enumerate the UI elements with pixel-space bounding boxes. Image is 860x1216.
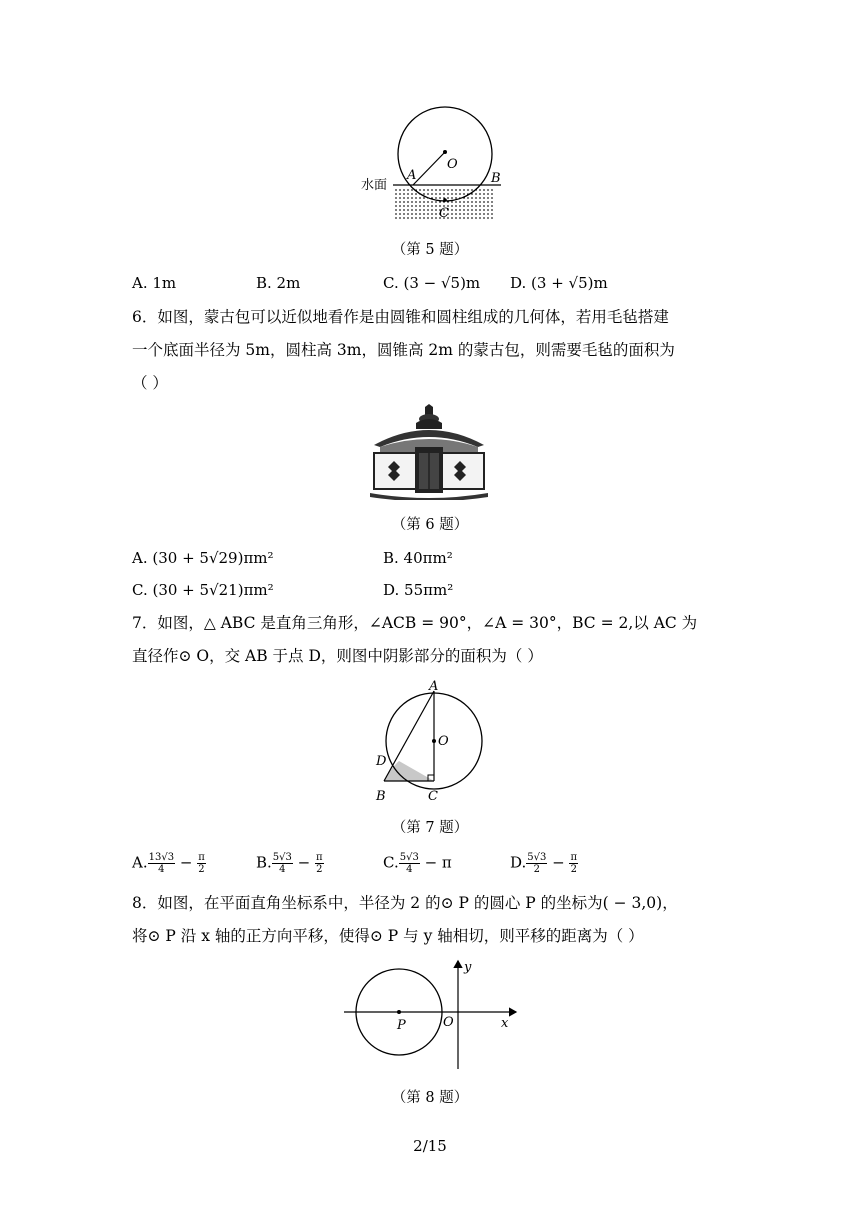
q5-option-d: D. (3 + √5)m [510,274,608,292]
q7-label-A: A [429,679,439,694]
q7-label-D: D [376,754,387,769]
q5-label-A: A [407,168,417,183]
q6-option-d: D. 55πm² [383,581,454,599]
q7-label-B: B [376,789,386,804]
q8-label-x: x [501,1016,509,1031]
q8-figure [340,955,525,1075]
q6-option-c: C. (30 + 5√21)πm² [132,581,274,599]
q8-center-dot [397,1010,401,1014]
q7-label-O: O [438,734,449,749]
q5-figure [355,92,515,234]
q7-option-b: B. $\frac{5√3}{4}$ − $\frac{\pi}{2}$ [256,852,323,875]
q7-option-a: A. $\frac{13√3}{4}$ − $\frac{\pi}{2}$ [132,852,205,875]
q6-caption: （第 6 题） [391,517,469,533]
page-number: 2/15 [413,1137,447,1155]
q5-label-O: O [447,157,458,172]
q7-text-line-1: 7．如图，△ ABC 是直角三角形，∠ACB = 90°，∠A = 30°，BC = 2,以 AC 为 [132,614,698,632]
q6-option-b: B. 40πm² [383,549,453,567]
q5-center-dot [443,150,447,154]
q6-option-a: A. (30 + 5√29)πm² [132,549,274,567]
q6-text-line-2: 一个底面半径为 5m，圆柱高 3m，圆锥高 2m 的蒙古包，则需要毛毡的面积为 [132,341,675,359]
q5-option-b: B. 2m [256,274,301,292]
q7-figure [368,676,498,808]
q8-label-y: y [464,960,472,975]
q6-yurt-figure [366,403,492,500]
q6-text-line-1: 6．如图，蒙古包可以近似地看作是由圆锥和圆柱组成的几何体，若用毛毡搭建 [132,308,669,326]
q5-point-C [443,198,447,202]
q7-center-dot [432,739,436,743]
q8-caption: （第 8 题） [391,1090,469,1106]
q7-option-c: C. $\frac{5√3}{4}$ − π [383,852,452,875]
q7-label-C: C [428,789,438,804]
q8-label-P: P [397,1018,406,1033]
q7-caption: （第 7 题） [391,820,469,836]
q5-option-c: C. (3 − √5)m [383,274,481,292]
q5-option-a: A. 1m [132,274,177,292]
q7-option-d: D. $\frac{5√3}{2}$ − $\frac{\pi}{2}$ [510,852,578,875]
q5-caption: （第 5 题） [391,242,469,258]
q5-radius-OA [413,152,445,185]
q8-label-O: O [443,1015,454,1030]
q7-text-line-2: 直径作⊙ O，交 AB 于点 D，则图中阴影部分的面积为（ ） [132,647,543,665]
q8-text-line-1: 8．如图，在平面直角坐标系中，半径为 2 的⊙ P 的圆心 P 的坐标为( − 3,0)， [132,894,678,912]
q6-text-line-3: （ ） [132,374,168,392]
q5-label-C: C [439,206,449,221]
q5-label-water: 水面 [361,178,388,193]
q8-text-line-2: 将⊙ P 沿 x 轴的正方向平移，使得⊙ P 与 y 轴相切，则平移的距离为（ ） [132,927,644,945]
q5-label-B: B [491,171,501,186]
